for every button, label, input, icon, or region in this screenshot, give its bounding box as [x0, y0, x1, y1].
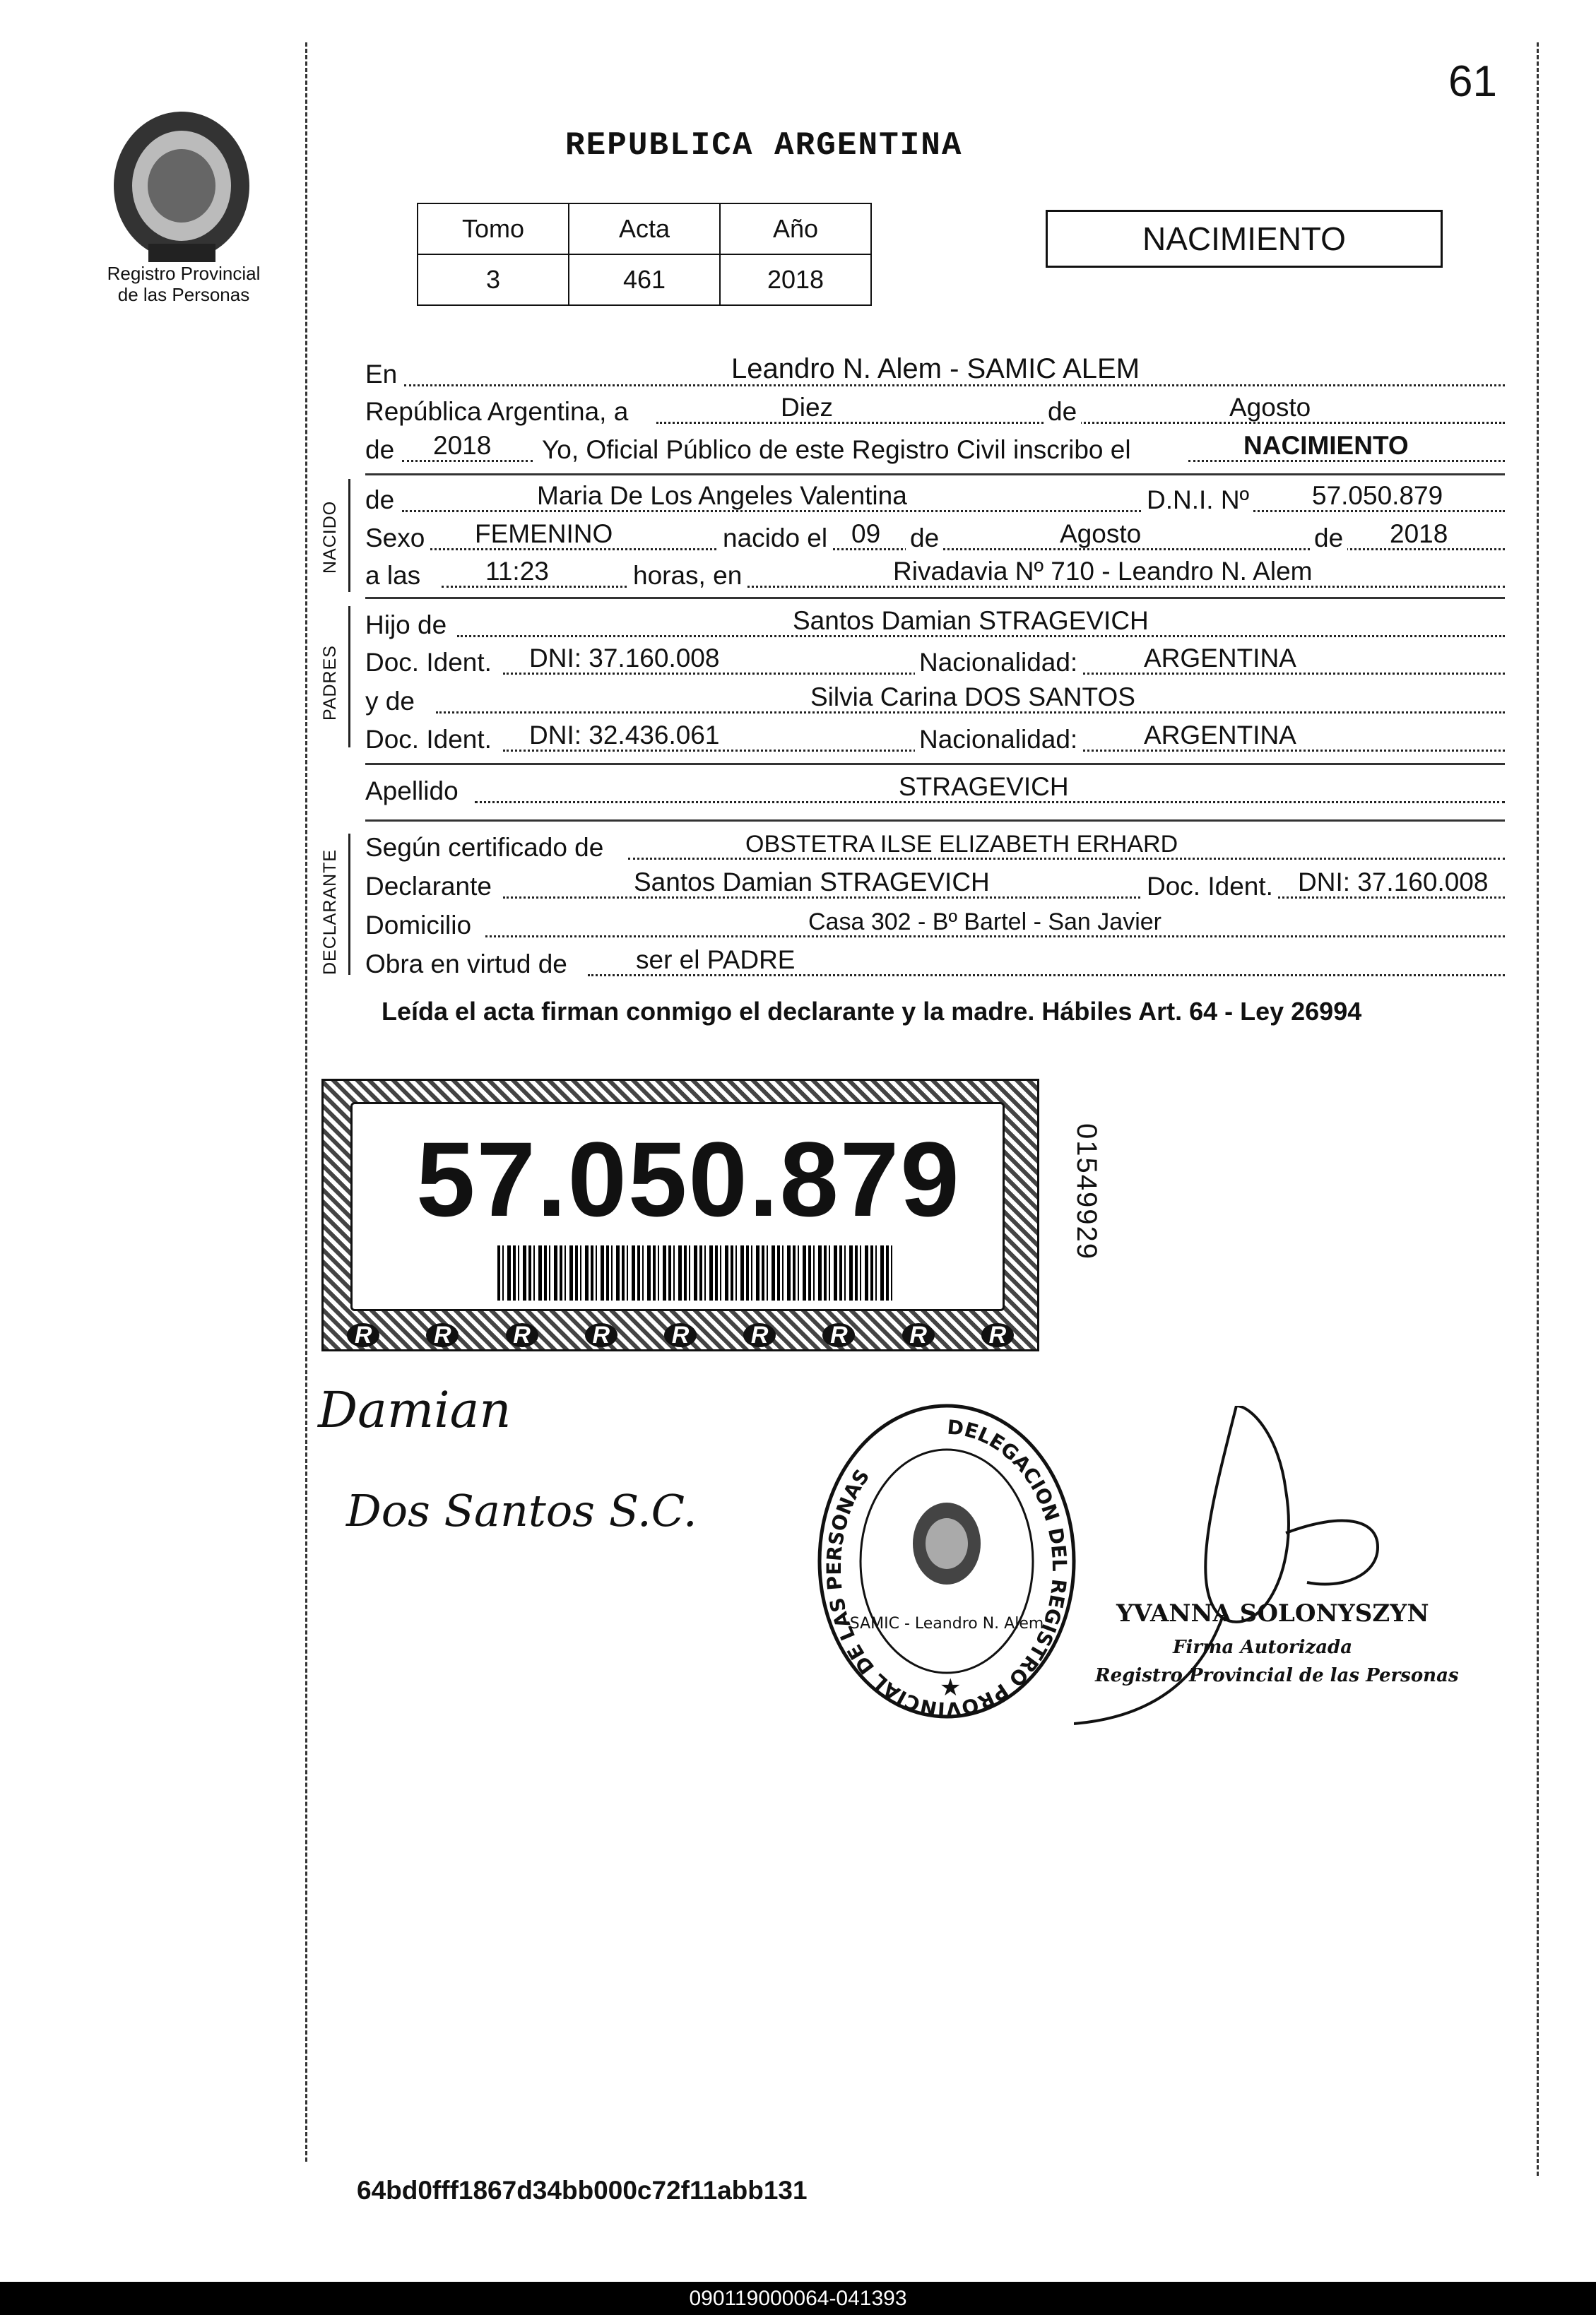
sexo-label: Sexo	[365, 523, 425, 552]
inscribo-value: NACIMIENTO	[1243, 431, 1409, 460]
line-mother	[365, 684, 1505, 718]
obra-value: ser el PADRE	[636, 945, 796, 974]
father-doc: DNI: 37.160.008	[529, 644, 720, 673]
de-label: de	[365, 485, 395, 514]
padres-section-label: PADRES	[320, 645, 340, 721]
doc-label: Doc. Ident.	[365, 725, 492, 754]
declarante-doc: DNI: 37.160.008	[1298, 868, 1489, 896]
section-divider	[365, 819, 1505, 822]
father-name: Santos Damian STRAGEVICH	[793, 606, 1149, 635]
provincial-crest-icon	[106, 102, 258, 272]
crest-label-line1: Registro Provincial	[107, 263, 261, 284]
birth-month: Agosto	[1060, 519, 1142, 548]
nacido-dni: 57.050.879	[1312, 481, 1443, 510]
sexo-value: FEMENINO	[475, 519, 613, 548]
right-margin-line	[1537, 42, 1539, 2176]
registry-table	[417, 203, 872, 306]
sticker-pattern	[324, 1321, 1037, 1349]
officer-org: Registro Provincial de las Personas	[1095, 1665, 1459, 1686]
declarante-bar	[348, 834, 350, 975]
certificado-label: Según certificado de	[365, 833, 604, 862]
line-inscribo	[365, 432, 1505, 466]
birth-year: 2018	[1390, 519, 1448, 548]
line-hora	[365, 558, 1505, 592]
de-label: de	[906, 523, 943, 553]
de-label: de	[1044, 397, 1081, 427]
star-icon: ★	[940, 1674, 962, 1701]
line-en	[365, 353, 1505, 391]
registry-value-acta: 461	[569, 254, 720, 305]
nacido-name: Maria De Los Angeles Valentina	[537, 481, 907, 510]
line-domicilio	[365, 908, 1505, 942]
en-label: En	[365, 360, 398, 389]
hijo-label: Hijo de	[365, 610, 447, 639]
officer-role: Firma Autorizada	[1173, 1637, 1353, 1658]
line-nacido-name	[365, 482, 1505, 516]
birth-day: 09	[851, 519, 881, 548]
line-obra	[365, 947, 1505, 981]
republica-label: República Argentina, a	[365, 397, 629, 426]
apellido-value: STRAGEVICH	[899, 772, 1069, 801]
declarante-value: Santos Damian STRAGEVICH	[634, 868, 990, 896]
sticker-letter: R	[506, 1323, 538, 1347]
sticker-letter: R	[347, 1323, 379, 1347]
mother-nationality: ARGENTINA	[1144, 721, 1296, 750]
officer-signature	[1074, 1406, 1470, 1773]
horas-label: horas, en	[629, 561, 746, 591]
month-value: Agosto	[1229, 393, 1311, 422]
line-hijo	[365, 608, 1505, 641]
registry-value-tomo: 3	[418, 254, 569, 305]
year-value: 2018	[433, 431, 492, 460]
de-label: de	[365, 435, 395, 464]
birth-address: Rivadavia Nº 710 - Leandro N. Alem	[893, 557, 1313, 586]
birth-time: 11:23	[485, 557, 549, 586]
mother-doc: DNI: 32.436.061	[529, 721, 720, 750]
crest-label	[71, 263, 297, 305]
nacionalidad-label: Nacionalidad:	[915, 648, 1082, 677]
line-father-doc	[365, 645, 1505, 679]
line-republica	[365, 394, 1505, 428]
seal-inner-text: SAMIC - Leandro N. Alem	[849, 1615, 1044, 1633]
certificado-value: OBSTETRA ILSE ELIZABETH ERHARD	[745, 831, 1178, 858]
apellido-label: Apellido	[365, 776, 459, 805]
registry-seal-icon	[812, 1392, 1081, 1724]
domicilio-value: Casa 302 - Bº Bartel - San Javier	[808, 908, 1161, 935]
section-divider	[365, 597, 1505, 599]
document-hash: 64bd0fff1867d34bb000c72f11abb131	[357, 2176, 808, 2205]
line-sexo	[365, 521, 1505, 555]
sticker-letter: R	[822, 1323, 855, 1347]
sticker-letter: R	[743, 1323, 776, 1347]
left-margin-line	[305, 42, 307, 2162]
signing-note: Leída el acta firman conmigo el declarante y la madre. Hábiles Art. 64 - Ley 26994	[382, 997, 1362, 1026]
domicilio-label: Domicilio	[365, 911, 472, 940]
sticker-panel	[350, 1102, 1005, 1311]
de-label: de	[1310, 523, 1347, 553]
father-nationality: ARGENTINA	[1144, 644, 1296, 673]
section-divider	[365, 473, 1505, 475]
line-apellido	[365, 774, 1505, 807]
seal-ring-path-text: DELEGACION DEL REGISTRO PROVINCIAL DE LAS PERSONAS	[822, 1415, 1072, 1722]
mother-name: Silvia Carina DOS SANTOS	[810, 682, 1135, 711]
barcode	[497, 1245, 893, 1301]
officer-name: YVANNA SOLONYSZYN	[1116, 1599, 1429, 1628]
obra-label: Obra en virtud de	[365, 949, 567, 978]
signature-dos-santos: Dos Santos S.C.	[346, 1485, 697, 1537]
line-certificado	[365, 830, 1505, 864]
footer-code: 090119000064-041393	[0, 2282, 1596, 2315]
handwritten-signatures	[311, 1370, 763, 1554]
sticker-number: 57.050.879	[416, 1120, 961, 1238]
signature-damian: Damian	[318, 1381, 512, 1439]
sticker-letter: R	[664, 1323, 697, 1347]
sticker-letter: R	[426, 1323, 459, 1347]
en-value: Leandro N. Alem - SAMIC ALEM	[731, 353, 1140, 384]
sticker-serial: 01549929	[1071, 1123, 1102, 1260]
document-type-box: NACIMIENTO	[1046, 210, 1443, 268]
section-divider	[365, 763, 1505, 765]
inscribo-text: Yo, Oficial Público de este Registro Civil inscribo el	[542, 435, 1131, 464]
registry-header-acta: Acta	[569, 203, 720, 254]
registry-value-ano: 2018	[720, 254, 871, 305]
crest-label-line2: de las Personas	[117, 284, 250, 305]
sticker-letter: R	[585, 1323, 617, 1347]
y-de-label: y de	[365, 687, 415, 716]
dni-sticker	[321, 1079, 1039, 1351]
nacido-section-label: NACIDO	[320, 500, 340, 574]
padres-bar	[348, 606, 350, 747]
doc-label: Doc. Ident.	[365, 648, 492, 677]
a-las-label: a las	[365, 561, 421, 590]
page-number: 61	[1448, 57, 1497, 106]
doc-label: Doc. Ident.	[1142, 872, 1277, 901]
nacionalidad-label: Nacionalidad:	[915, 725, 1082, 754]
line-declarante	[365, 869, 1505, 903]
nacido-el-label: nacido el	[719, 523, 832, 553]
nacido-bar	[348, 479, 350, 592]
declarante-label: Declarante	[365, 872, 492, 901]
sticker-letter: R	[981, 1323, 1014, 1347]
page-title: REPUBLICA ARGENTINA	[565, 127, 963, 164]
line-mother-doc	[365, 722, 1505, 756]
registry-header-tomo: Tomo	[418, 203, 569, 254]
declarante-section-label: DECLARANTE	[320, 848, 340, 975]
day-value: Diez	[781, 393, 834, 422]
dni-label: D.N.I. Nº	[1142, 485, 1253, 515]
registry-header-ano: Año	[720, 203, 871, 254]
sticker-letter: R	[902, 1323, 935, 1347]
